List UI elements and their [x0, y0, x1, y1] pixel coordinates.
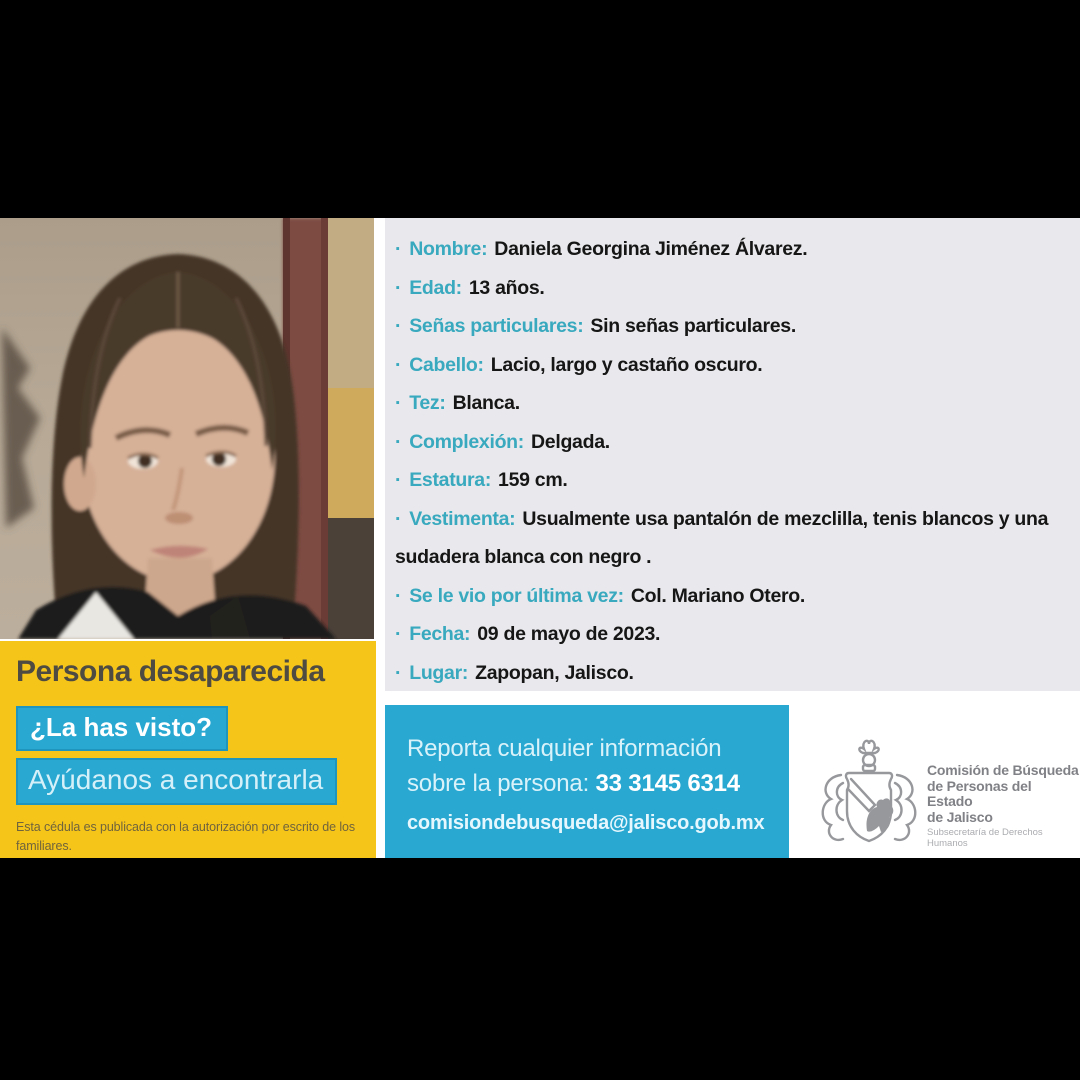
bullet-icon: ·	[395, 430, 402, 453]
bullet-icon: ·	[395, 238, 402, 260]
detail-value: Lacio, largo y castaño oscuro.	[490, 353, 763, 376]
detail-label: Señas particulares:	[409, 315, 584, 337]
detail-value: Zapopan, Jalisco.	[475, 661, 634, 684]
detail-value: 09 de mayo de 2023.	[477, 623, 661, 645]
detail-row-senas	[395, 307, 1072, 346]
org-name-line-2: de Personas del Estado	[927, 777, 1032, 809]
detail-label: Complexión:	[409, 430, 524, 453]
report-line-2	[407, 766, 781, 801]
detail-value: Col. Mariano Otero.	[630, 584, 806, 607]
bullet-icon: ·	[395, 353, 402, 376]
question-banner: ¿La has visto?	[16, 706, 228, 751]
detail-row-nombre	[395, 230, 1072, 269]
detail-value: Sin señas particulares.	[590, 315, 796, 337]
detail-label: Cabello:	[409, 353, 484, 376]
detail-value: 13 años.	[468, 276, 545, 299]
detail-label: Tez:	[409, 392, 446, 414]
alert-panel	[0, 641, 376, 858]
detail-row-lugar	[395, 654, 1072, 693]
detail-label: Vestimenta:	[409, 507, 516, 530]
detail-label: Nombre:	[409, 238, 488, 260]
detail-row-vestimenta	[395, 500, 1072, 577]
org-name-line-3: de Jalisco	[927, 808, 993, 825]
detail-row-fecha	[395, 615, 1072, 654]
detail-value: Daniela Georgina Jiménez Álvarez.	[494, 238, 808, 260]
org-subtitle: Subsecretaría de Derechos Humanos	[927, 827, 1043, 849]
report-phone-number: 33 3145 6314	[595, 770, 740, 797]
bullet-icon: ·	[395, 507, 402, 530]
missing-person-poster	[0, 218, 1080, 858]
report-info-box	[385, 705, 789, 858]
organization-block	[799, 705, 1080, 856]
detail-value: Delgada.	[531, 430, 610, 453]
detail-label: Edad:	[409, 276, 462, 299]
bullet-icon: ·	[395, 392, 402, 414]
detail-label: Estatura:	[409, 469, 492, 491]
report-line-2-prefix: sobre la persona:	[407, 770, 596, 797]
detail-value: 159 cm.	[498, 469, 568, 491]
bullet-icon: ·	[395, 276, 402, 299]
report-email: comisiondebusqueda@jalisco.gob.mx	[407, 812, 765, 834]
detail-row-ultima-vez	[395, 577, 1072, 616]
report-line-1: Reporta cualquier información	[407, 735, 722, 762]
disclaimer-text: Esta cédula es publicada con la autorización por escrito de los familiares.	[16, 820, 356, 853]
detail-row-cabello	[395, 346, 1072, 385]
detail-label: Se le vio por última vez:	[409, 584, 624, 607]
detail-value: Blanca.	[452, 392, 520, 414]
bullet-icon: ·	[395, 469, 402, 491]
organization-name	[927, 763, 1080, 849]
help-banner: Ayúdanos a encontrarla	[16, 758, 337, 805]
bullet-icon: ·	[395, 623, 402, 645]
detail-row-estatura	[395, 461, 1072, 500]
bullet-icon: ·	[395, 584, 402, 607]
detail-value: Usualmente usa pantalón de mezclilla, tenis blancos y una sudadera blanca con negro .	[395, 507, 1049, 568]
bullet-icon: ·	[395, 315, 402, 337]
detail-row-edad	[395, 269, 1072, 308]
detail-row-complexion	[395, 423, 1072, 462]
detail-label: Lugar:	[409, 661, 469, 684]
org-name-line-1: Comisión de Búsqueda	[927, 762, 1079, 778]
bullet-icon: ·	[395, 661, 402, 684]
detail-row-tez	[395, 384, 1072, 423]
missing-person-photo	[0, 218, 374, 639]
portrait-illustration	[0, 218, 374, 639]
detail-label: Fecha:	[409, 623, 471, 645]
details-panel	[385, 218, 1080, 691]
poster-title: Persona desaparecida	[16, 655, 325, 688]
jalisco-coat-of-arms-icon	[817, 737, 921, 854]
